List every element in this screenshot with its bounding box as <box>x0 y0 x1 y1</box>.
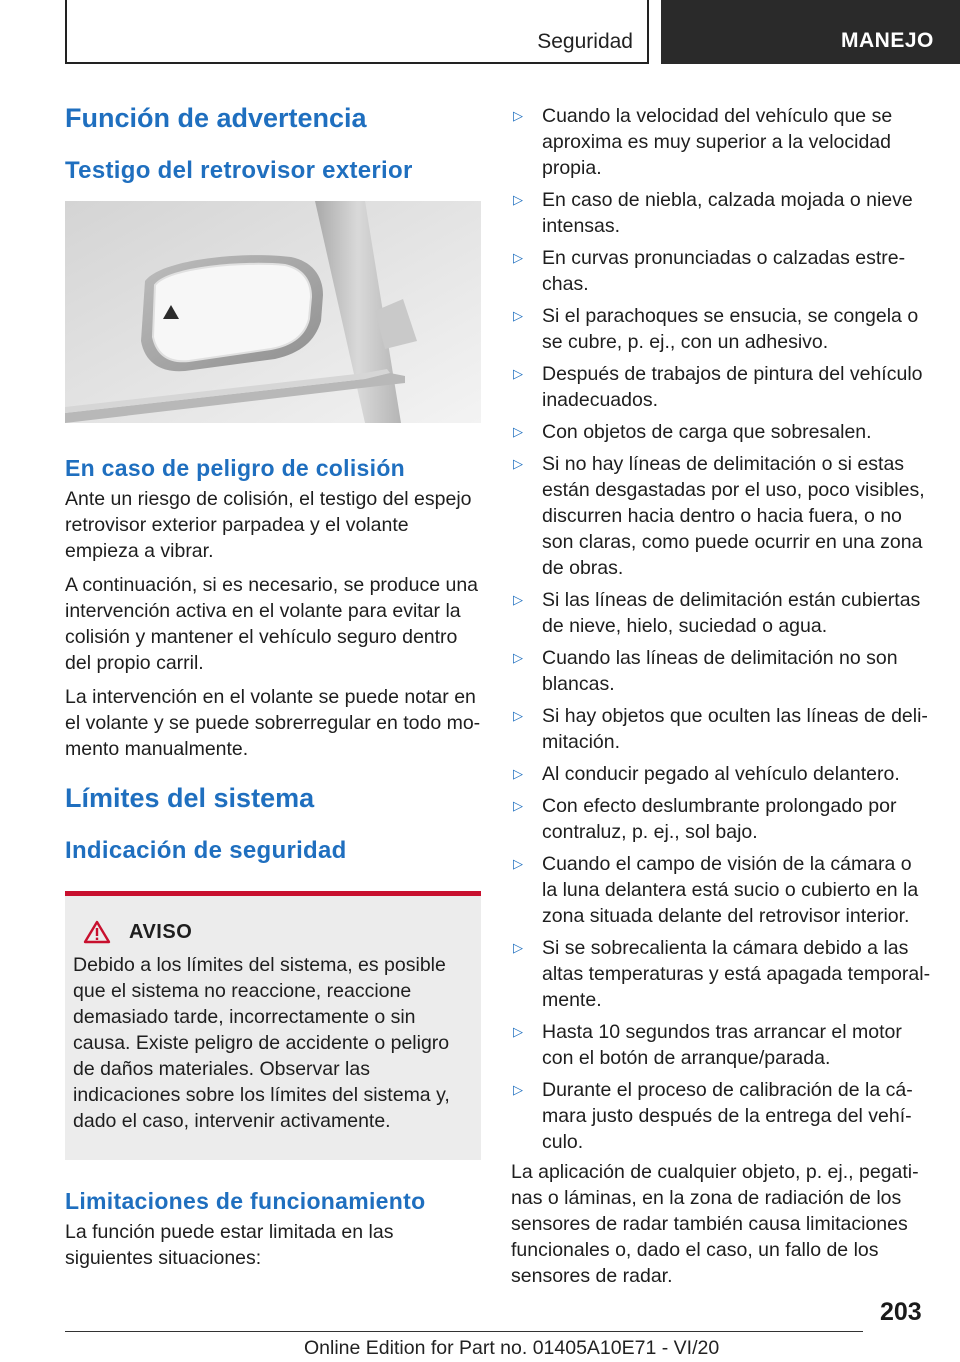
bullet-arrow-icon: ▷ <box>513 424 523 439</box>
list-item: ▷ Si hay objetos que oculten las líneas de delimitación. <box>513 705 928 753</box>
list-item: ▷ Con efecto deslumbrante prolongado por contraluz, p. ej., sol bajo. <box>513 795 897 843</box>
list-item: ▷ Si las líneas de delimitación están cubiertas de nieve, hielo, suciedad o agua. <box>513 589 921 637</box>
list-item: ▷ Con objetos de carga que sobresalen. <box>513 421 872 443</box>
heading-function: Función de advertencia <box>65 103 367 133</box>
list-item: ▷ Durante el proceso de calibración de la cámara justo después de la entrega del vehículo. <box>513 1079 913 1153</box>
heading-functional-limitations: Limitaciones de funcionamiento <box>65 1188 426 1214</box>
list-item: ▷ Cuando las líneas de delimitación no son blancas. <box>513 647 898 695</box>
page-number: 203 <box>880 1298 922 1326</box>
warning-header <box>83 920 471 944</box>
bullet-arrow-icon: ▷ <box>513 766 523 781</box>
header-chapter-title: MANEJO <box>841 29 934 52</box>
bullet-arrow-icon: ▷ <box>513 650 523 665</box>
heading-collision-danger: En caso de peligro de colisión <box>65 455 406 481</box>
header-section-title: Seguridad <box>537 30 633 53</box>
bullet-arrow-icon: ▷ <box>513 798 523 813</box>
list-item: ▷ Si el parachoques se ensucia, se congela o se cubre, p. ej., con un adhesivo. <box>513 305 919 353</box>
bullet-arrow-icon: ▷ <box>513 856 523 871</box>
bullet-arrow-icon: ▷ <box>513 366 523 381</box>
footer-edition: Online Edition for Part no. 01405A10E71 - VI/20 <box>304 1337 720 1359</box>
warning-text: Debido a los límites del sistema, es posible que el sistema no reaccione, reaccione demasiado tarde, incorrectamente o sin causa. Existe peligro de accidente o peligro de daños materiales. Observar las indicaciones sobre los límites del sistema y, dado el caso, intervenir activamente. <box>73 954 450 1132</box>
header-section-box <box>65 0 649 64</box>
list-item: ▷ Después de trabajos de pintura del vehículo inadecuados. <box>513 363 923 411</box>
list-item: ▷ Si se sobrecalienta la cámara debido a las altas temperaturas y está apagada temporalmente. <box>513 937 931 1011</box>
paragraph-limited-situations: La función puede estar limitada en las siguientes situaciones: <box>65 1221 394 1269</box>
paragraph-steering-override: La intervención en el volante se puede notar en el volante y se puede sobrerregular en todo momento manualmente. <box>65 686 481 760</box>
list-item: ▷ Cuando el campo de visión de la cámara o la luna delantera está sucio o cubierto en la zona situada delante del retrovisor interior. <box>513 853 919 927</box>
header-chapter-box <box>661 0 960 64</box>
bullet-arrow-icon: ▷ <box>513 456 523 471</box>
bullet-arrow-icon: ▷ <box>513 708 523 723</box>
paragraph-collision-risk: Ante un riesgo de colisión, el testigo del espejo retrovisor exterior parpadea y el volante empieza a vibrar. <box>65 488 472 562</box>
footer-divider <box>65 1331 863 1332</box>
heading-mirror-indicator: Testigo del retrovisor exterior <box>65 157 413 184</box>
list-item: ▷ Cuando la velocidad del vehículo que se aproxima es muy superior a la velocidad propia. <box>513 105 893 179</box>
bullet-arrow-icon: ▷ <box>513 192 523 207</box>
limitation-list <box>511 103 931 1155</box>
bullet-arrow-icon: ▷ <box>513 108 523 123</box>
paragraph-radar-stickers: La aplicación de cualquier objeto, p. ej., pegatinas o láminas, en la zona de radiación de los sensores de radar también causa limitaciones funcionales o, dado el caso, un fallo de los sensores de radar. <box>511 1161 919 1287</box>
list-item: ▷ Si no hay líneas de delimitación o si estas están desgastadas por el uso, poco visibles, discurren hacia dentro o hacia fuera, o no son claras, como puede ocurrir en una zona de obras. <box>513 453 925 579</box>
warning-title: AVISO <box>129 920 193 943</box>
right-column <box>511 103 931 1289</box>
list-item: ▷ Hasta 10 segundos tras arrancar el motor con el botón de arranque/parada. <box>513 1021 902 1069</box>
list-item: ▷ En curvas pronunciadas o calzadas estrechas. <box>513 247 906 295</box>
left-column <box>65 100 481 1271</box>
mirror-illustration-svg <box>65 201 481 423</box>
bullet-arrow-icon: ▷ <box>513 308 523 323</box>
warning-triangle-icon <box>83 920 111 944</box>
bullet-arrow-icon: ▷ <box>513 940 523 955</box>
bullet-arrow-icon: ▷ <box>513 592 523 607</box>
paragraph-active-intervention: A continuación, si es necesario, se produce una intervención activa en el volante para evitar la colisión y mantener el vehículo seguro dentro del propio carril. <box>65 574 479 674</box>
list-item: ▷ En caso de niebla, calzada mojada o nieve intensas. <box>513 189 913 237</box>
heading-system-limits: Límites del sistema <box>65 783 315 813</box>
list-item: ▷ Al conducir pegado al vehículo delantero. <box>513 763 900 785</box>
bullet-arrow-icon: ▷ <box>513 250 523 265</box>
mirror-illustration <box>65 201 481 423</box>
bullet-arrow-icon: ▷ <box>513 1024 523 1039</box>
bullet-arrow-icon: ▷ <box>513 1082 523 1097</box>
heading-safety-note: Indicación de seguridad <box>65 837 347 864</box>
warning-box <box>65 891 481 1160</box>
